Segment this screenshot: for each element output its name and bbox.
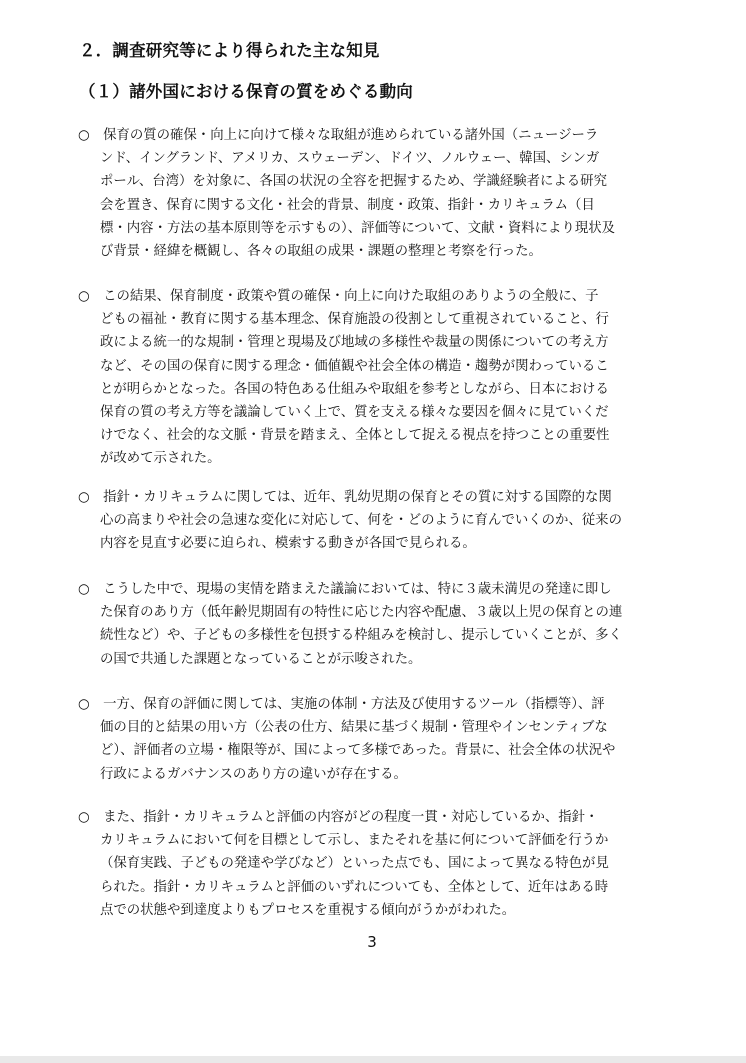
paragraph-line: 点での状態や到達度よりもプロセスを重視する傾向がうかがわれた。 — [100, 902, 516, 918]
paragraph-curriculum — [78, 486, 678, 556]
paragraph-line: ○ 一方、保育の評価に関しては、実施の体制・方法及び使用するツール（指標等）、評 — [78, 697, 605, 712]
paragraph-line: た保育のあり方（低年齢児期固有の特性に応じた内容や配慮、３歳以上児の保育との連 — [100, 605, 623, 621]
section-heading: ２．調査研究等により得られた主な知見 — [79, 41, 380, 60]
paragraph-line: ○ 保育の質の確保・向上に向けて様々な取組が進められている諸外国（ニュージーラ — [78, 128, 599, 143]
paragraph-line: など、その国の保育に関する理念・価値観や社会全体の構造・趨勢が関わっているこ — [100, 358, 609, 374]
paragraph-line: が改めて示された。 — [100, 451, 221, 467]
page-bottom-edge — [0, 1056, 746, 1063]
paragraph-line: （保育実践、子どもの発達や学びなど）といった点でも、国によって異なる特色が見 — [100, 856, 609, 872]
paragraph-line: 標・内容・方法の基本原則等を示すもの）、評価等について、文献・資料により現状及 — [100, 220, 615, 236]
paragraph-line: の国で共通した課題となっていることが示唆された。 — [100, 651, 422, 667]
paragraph-results — [78, 285, 678, 471]
paragraph-line: カリキュラムにおいて何を目標として示し、またそれを基に何について評価を行うか — [100, 833, 609, 849]
paragraph-line: 価の目的と結果の用い方（公表の仕方、結果に基づく規制・管理やインセンティブな — [100, 720, 608, 736]
paragraph-line: どもの福祉・教育に関する基本理念、保育施設の役割として重視されていること、行 — [100, 312, 609, 328]
paragraph-consistency — [78, 806, 678, 922]
paragraph-line: 政による統一的な規制・管理と現場及び地域の多様性や裁量の関係についての考え方 — [100, 335, 609, 351]
paragraph-line: ど）、評価者の立場・権限等が、国によって多様であった。背景に、社会全体の状況や — [100, 743, 616, 759]
paragraph-line: 行政によるガバナンスのあり方の違いが存在する。 — [100, 766, 407, 782]
paragraph-line: られた。指針・カリキュラムと評価のいずれについても、全体として、近年はある時 — [100, 879, 609, 895]
paragraph-line: けでなく、社会的な文脈・背景を踏まえ、全体として捉える視点を持つことの重要性 — [100, 428, 610, 444]
paragraph-line: び背景・経緯を概観し、各々の取組の成果・課題の整理と考察を行った。 — [100, 243, 542, 259]
paragraph-line: とが明らかとなった。各国の特色ある仕組みや取組を参考としながら、日本における — [100, 381, 609, 397]
subsection-heading: （１）諸外国における保育の質をめぐる動向 — [79, 82, 413, 101]
paragraph-line: 続性など）や、子どもの多様性を包摂する枠組みを検討し、提示していくことが、多く — [100, 628, 622, 644]
paragraph-line: ポール、台湾）を対象に、各国の状況の全容を把握するため、学識経験者による研究 — [100, 174, 607, 190]
paragraph-line: ○ また、指針・カリキュラムと評価の内容がどの程度一貫・対応しているか、指針・ — [78, 810, 599, 825]
paragraph-line: ○ この結果、保育制度・政策や質の確保・向上に向けた取組のありようの全般に、子 — [78, 289, 599, 304]
paragraph-line: 心の高まりや社会の急速な変化に対応して、何を・どのように育んでいくのか、従来の — [100, 513, 622, 529]
paragraph-line: 内容を見直す必要に迫られ、模索する動きが各国で見られる。 — [100, 536, 476, 552]
paragraph-overview — [78, 124, 678, 263]
paragraph-line: 保育の質の考え方等を議論していく上で、質を支える様々な要因を個々に見ていくだ — [100, 404, 609, 420]
paragraph-line: ンド、イングランド、アメリカ、スウェーデン、ドイツ、ノルウェー、韓国、シンガ — [100, 151, 600, 167]
paragraph-evaluation — [78, 693, 678, 786]
paragraph-line: 会を置き、保育に関する文化・社会的背景、制度・政策、指針・カリキュラム（目 — [100, 197, 595, 213]
paragraph-issues — [78, 578, 678, 671]
paragraph-line: ○ 指針・カリキュラムに関しては、近年、乳幼児期の保育とその質に対する国際的な関 — [78, 490, 612, 505]
page-number: 3 — [367, 933, 377, 951]
paragraph-line: ○ こうした中で、現場の実情を踏まえた議論においては、特に３歳未満児の発達に即し — [78, 582, 612, 597]
